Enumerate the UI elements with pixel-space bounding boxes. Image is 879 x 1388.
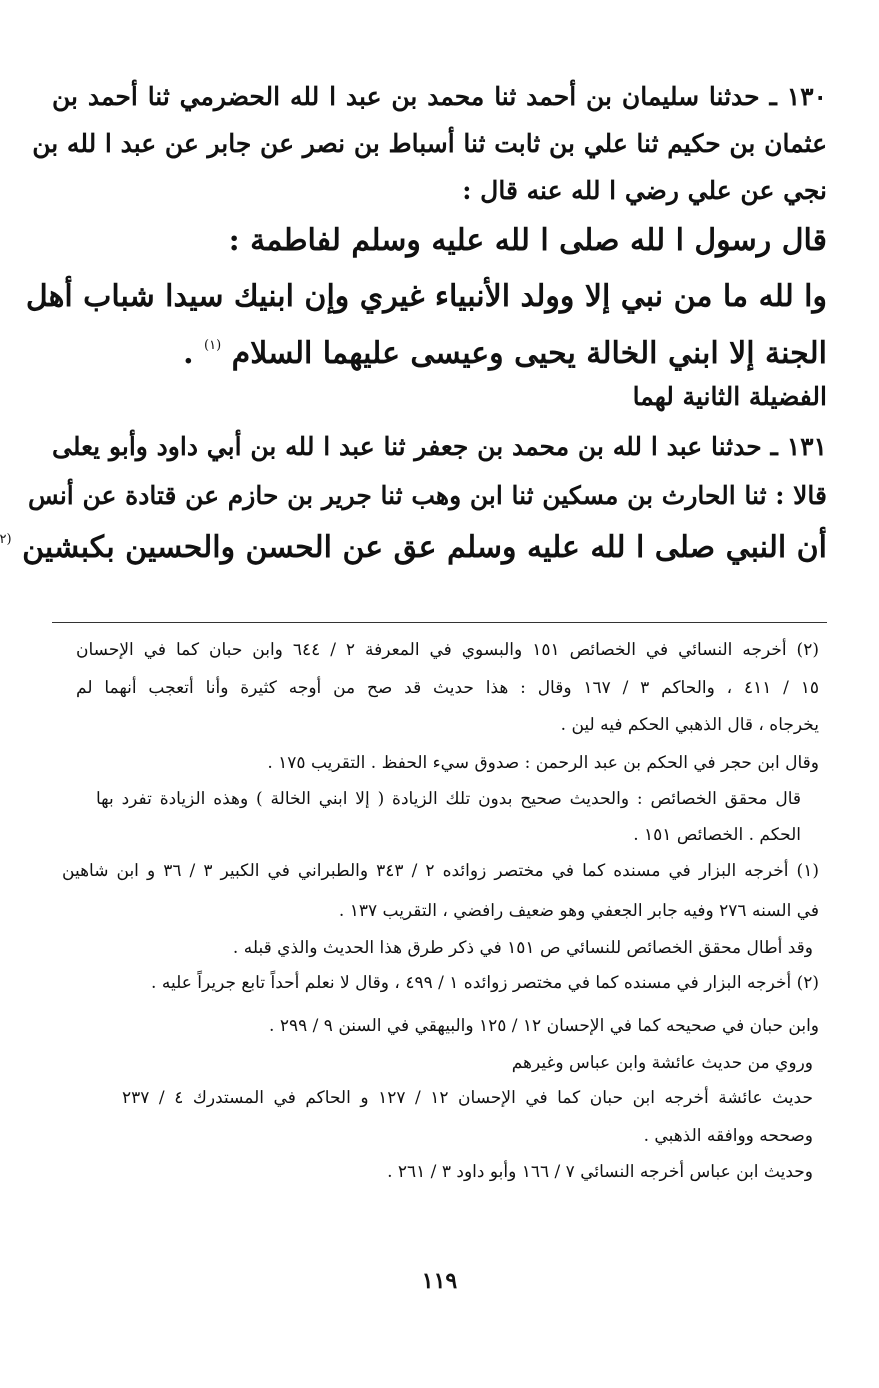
hadith-130-line-1: قال رسول ا لله صلى ا لله عليه وسلم لفاطمة : [228,223,827,258]
footnote-line-15: وحديث ابن عباس أخرجه النسائي ٧ / ١٦٦ وأبو داود ٣ / ٢٦١ . [387,1162,813,1182]
footnote-line-9: وقد أطال محقق الخصائص للنسائي ص ١٥١ في ذكر طرق هذا الحديث والذي قبله . [232,938,813,958]
hadith-130-line-3 [52,336,827,371]
footnote-line-3: يخرجاه ، قال الذهبي الحكم فيه لين . [560,715,819,735]
footnote-ref-1: (١) [204,338,222,353]
entry-130-number: ١٣٠ [786,82,827,111]
footnote-line-10: (٢) أخرجه البزار في مسنده كما في مختصر زوائده ١ / ٤٩٩ ، وقال لا نعلم أحداً تابع جريراً عليه . [151,973,819,993]
footnote-line-8: في السنه ٢٧٦ وفيه جابر الجعفي وهو ضعيف رافضي ، التقريب ١٣٧ . [338,901,819,921]
entry-130-line-2: عثمان بن حكيم ثنا علي بن ثابت ثنا أسباط بن نصر عن جابر عن عبد ا لله بن [32,129,827,158]
footnote-line-6: الحكم . الخصائص ١٥١ . [633,825,801,845]
hadith-130-end-mark: . [183,336,194,371]
entry-131-number: ١٣١ [786,432,827,461]
footnote-line-4: وقال ابن حجر في الحكم بن عبد الرحمن : صدوق سيء الحفظ . التقريب ١٧٥ . [267,753,819,773]
page-number: ١١٩ [421,1268,458,1294]
entry-131-line-1 [52,434,827,459]
entry-131-line-2: قالا : ثنا الحارث بن مسكين ثنا ابن وهب ثنا جرير بن حازم عن قتادة عن أنس [27,481,827,510]
section-heading: الفضيلة الثانية لهما [632,382,827,411]
hadith-131-line [0,530,827,565]
entry-130-line-1 [52,84,827,109]
footnote-ref-2: (٢ [0,532,12,547]
entry-130-text-1: ـ حدثنا سليمان بن أحمد ثنا محمد بن عبد ا لله الحضرمي ثنا أحمد بن [52,82,777,111]
footnote-line-14: وصححه ووافقه الذهبي . [643,1126,813,1146]
footnote-line-5: قال محقق الخصائص : والحديث صحيح بدون تلك الزيادة ( إلا ابني الخالة ) وهذه الزيادة تفرد بها [96,789,801,809]
entry-130-line-3: نجي عن علي رضي ا لله عنه قال : [462,176,827,205]
footnote-line-13: حديث عائشة أخرجه ابن حبان كما في الإحسان ١٢ / ١٢٧ و الحاكم في المستدرك ٤ / ٢٣٧ [122,1088,813,1108]
hadith-130-text-3: الجنة إلا ابني الخالة يحيى وعيسى عليهما السلام [231,336,827,371]
footnote-line-1: (٢) أخرجه النسائي في الخصائص ١٥١ والبسوي في المعرفة ٢ / ٦٤٤ وابن حبان كما في الإحسان [76,640,819,660]
hadith-130-line-2: وا لله ما من نبي إلا وولد الأنبياء غيري وإن ابنيك سيدا شباب أهل [25,279,827,314]
footnote-divider [52,622,827,623]
hadith-131-text: أن النبي صلى ا لله عليه وسلم عق عن الحسن والحسين بكبشين [22,530,827,565]
footnote-line-12: وروي من حديث عائشة وابن عباس وغيرهم [511,1053,813,1073]
footnote-line-7: (١) أخرجه البزار في مسنده كما في مختصر زوائده ٢ / ٣٤٣ والطبراني في الكبير ٣ / ٣٦ و ابن شاهين [62,861,819,881]
entry-131-text-1: ـ حدثنا عبد ا لله بن محمد بن جعفر ثنا عبد ا لله بن أبي داود وأبو يعلى [52,432,778,461]
footnote-line-2: ١٥ / ٤١١ ، والحاكم ٣ / ١٦٧ وقال : هذا حديث قد صح من أوجه كثيرة وأنا أتعجب أنهما لم [76,678,819,698]
footnote-line-11: وابن حبان في صحيحه كما في الإحسان ١٢ / ١٢٥ والبيهقي في السنن ٩ / ٢٩٩ . [269,1016,819,1036]
